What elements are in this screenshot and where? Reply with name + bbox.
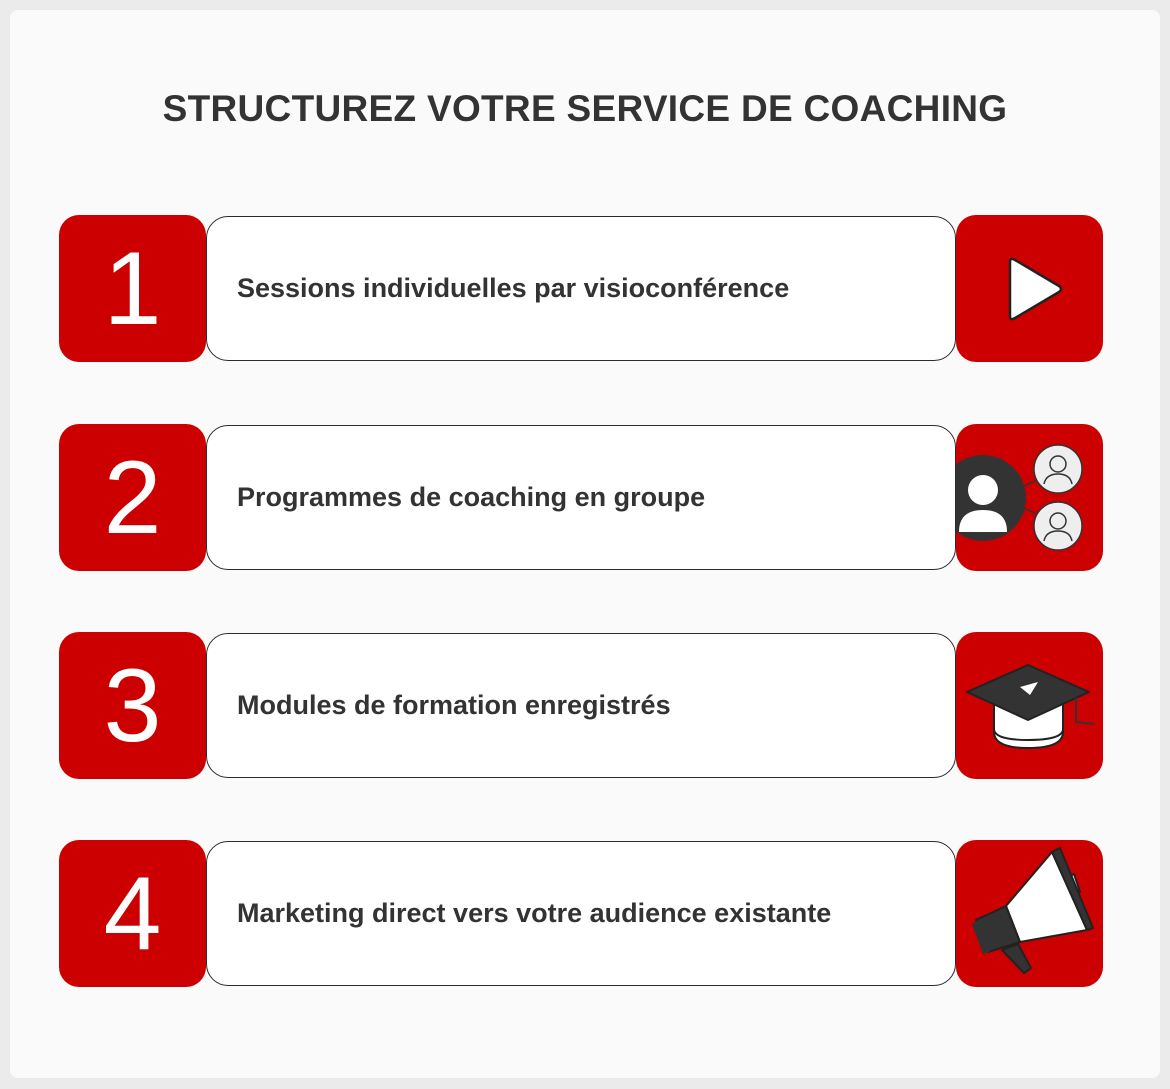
step-label-4: Marketing direct vers votre audience existante xyxy=(237,898,832,929)
play-icon xyxy=(956,215,1103,362)
step-number-3: 3 xyxy=(59,632,206,779)
step-label-box-3 xyxy=(206,633,956,778)
group-users-icon xyxy=(956,424,1103,571)
step-number-1: 1 xyxy=(59,215,206,362)
page-title: STRUCTUREZ VOTRE SERVICE DE COACHING xyxy=(162,88,1008,129)
step-label-box-1 xyxy=(206,216,956,361)
step-row-3 xyxy=(59,632,1103,779)
step-row-2 xyxy=(59,424,1103,571)
step-label-3: Modules de formation enregistrés xyxy=(237,690,671,721)
step-label-box-2 xyxy=(206,425,956,570)
graduation-cap-icon xyxy=(956,632,1103,779)
step-label-box-4 xyxy=(206,841,956,986)
step-row-1 xyxy=(59,215,1103,362)
step-label-1: Sessions individuelles par visioconférence xyxy=(237,273,790,304)
megaphone-icon xyxy=(956,840,1103,987)
step-number-4: 4 xyxy=(59,840,206,987)
step-number-2: 2 xyxy=(59,424,206,571)
step-row-4 xyxy=(59,840,1103,987)
step-label-2: Programmes de coaching en groupe xyxy=(237,482,706,513)
